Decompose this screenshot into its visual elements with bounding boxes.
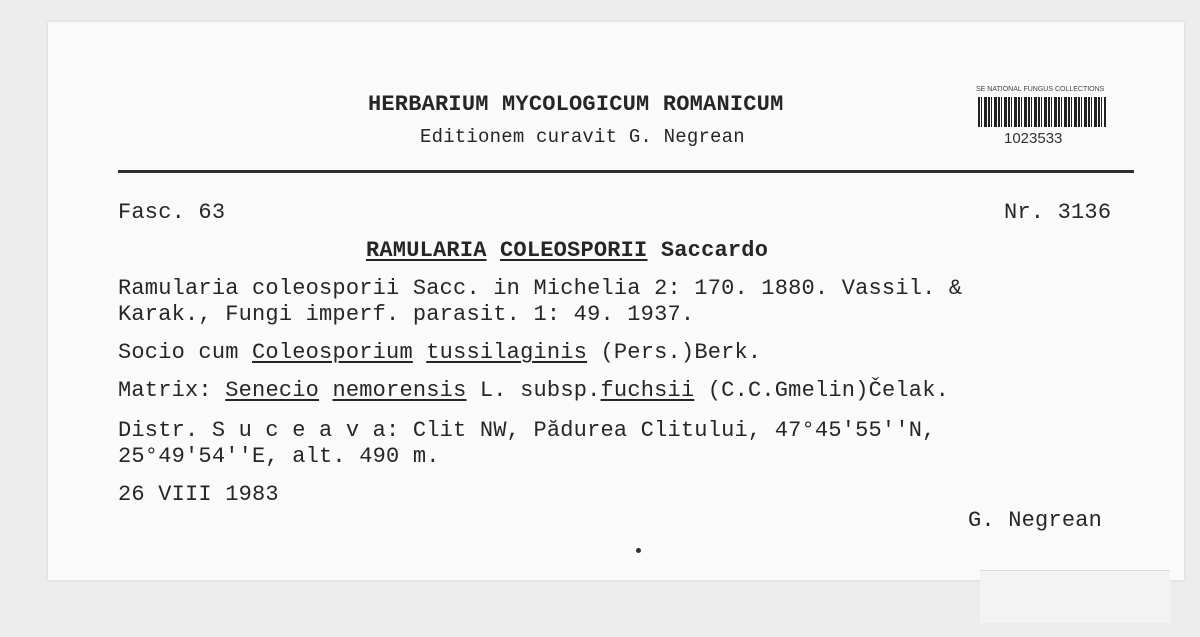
barcode-label bbox=[976, 86, 1110, 154]
matrix-middle: L. subsp. bbox=[479, 378, 601, 403]
header-divider bbox=[118, 170, 1134, 173]
herbarium-title: HERBARIUM MYCOLOGICUM ROMANICUM bbox=[368, 92, 784, 117]
matrix-author: (C.C.Gmelin)Čelak. bbox=[707, 378, 950, 403]
socio-epithet: tussilaginis bbox=[426, 340, 588, 365]
matrix-prefix: Matrix: bbox=[118, 378, 212, 403]
socio-prefix: Socio cum bbox=[118, 340, 239, 365]
matrix-subsp: fuchsii bbox=[600, 378, 695, 403]
collection-date: 26 VIII 1983 bbox=[118, 482, 279, 507]
barcode-caption: SE NATIONAL FUNGUS COLLECTIONS bbox=[976, 86, 1105, 93]
species-name bbox=[366, 238, 768, 264]
barcode-number: 1023533 bbox=[1004, 130, 1063, 147]
matrix-epithet: nemorensis bbox=[332, 378, 467, 403]
ink-speck bbox=[636, 548, 641, 553]
fascicle-number: Fasc. 63 bbox=[118, 200, 226, 225]
matrix-genus: Senecio bbox=[225, 378, 320, 403]
species-epithet: COLEOSPORII bbox=[500, 238, 648, 263]
species-author: Saccardo bbox=[660, 238, 769, 263]
citation-line-2: Karak., Fungi imperf. parasit. 1: 49. 1937. bbox=[118, 302, 695, 327]
paper-strip bbox=[980, 570, 1170, 623]
species-genus: RAMULARIA bbox=[366, 238, 487, 263]
collector-name: G. Negrean bbox=[968, 508, 1103, 533]
socio-line bbox=[118, 340, 761, 366]
distribution-line-2: 25°49'54''E, alt. 490 m. bbox=[118, 444, 440, 469]
socio-author: (Pers.)Berk. bbox=[600, 340, 762, 365]
citation-line-1: Ramularia coleosporii Sacc. in Michelia 2: 170. 1880. Vassil. & bbox=[118, 276, 963, 301]
editor-line: Editionem curavit G. Negrean bbox=[420, 126, 745, 148]
specimen-number: Nr. 3136 bbox=[1004, 200, 1112, 225]
matrix-line bbox=[118, 378, 949, 404]
socio-genus: Coleosporium bbox=[252, 340, 413, 365]
barcode-bars bbox=[978, 97, 1106, 127]
distribution-line-1: Distr. S u c e a v a: Clit NW, Pădurea Clitului, 47°45'55''N, bbox=[118, 418, 936, 443]
